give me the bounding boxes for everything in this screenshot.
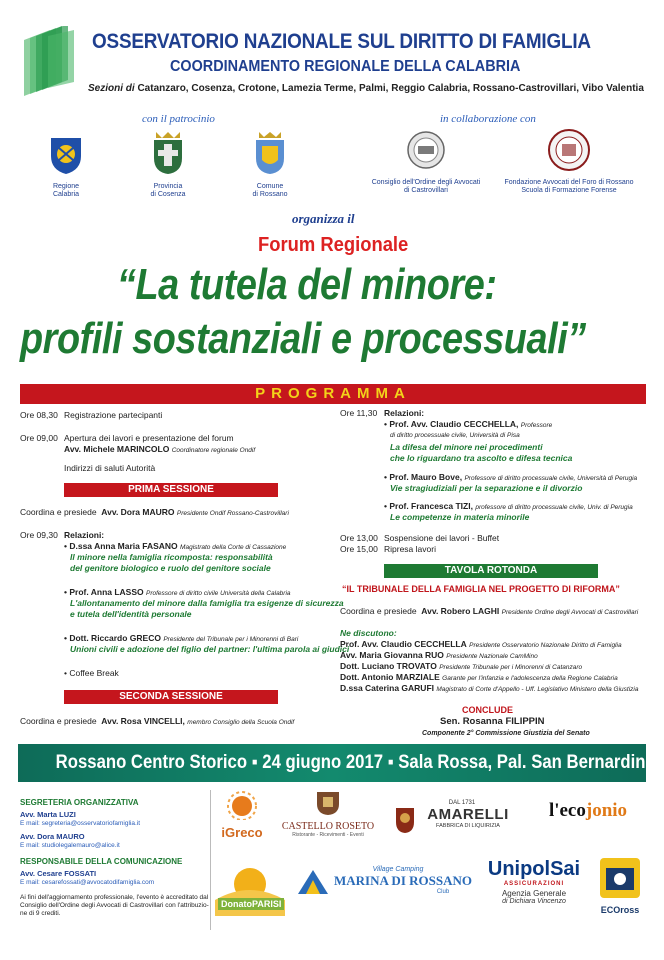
unipol-sub: ASSICURAZIONI: [503, 881, 565, 887]
marina-pre: Village Camping: [372, 866, 424, 873]
fasano-topic-1: Il minore nella famiglia ricomposta: responsabilità: [70, 552, 273, 562]
right-coord-label: Coordina e presiede: [340, 606, 417, 616]
segreteria-heading: SEGRETERIA ORGANIZZATIVA: [20, 798, 139, 807]
d3-name: Dott. Luciano TROVATO: [340, 661, 437, 671]
agenzia-sub: di Dichiara Vincenzo: [502, 898, 566, 905]
comune-line1: Comune: [256, 183, 284, 190]
sponsor-igreco: [214, 790, 270, 840]
left-r2-time: Ore 09,00: [20, 433, 58, 443]
org-title: OSSERVATORIO NAZIONALE SUL DIRITTO DI FAMIGLIA: [92, 30, 591, 53]
conclude-label: CONCLUDE: [462, 705, 513, 715]
footer-divider: [210, 790, 211, 930]
right-r1-text: Relazioni:: [384, 408, 425, 418]
d5-name: D.ssa Caterina GARUFI: [340, 683, 434, 693]
regione-line1: Regione: [52, 183, 80, 190]
location-banner: [18, 744, 656, 782]
coord2-name: Avv. Rosa VINCELLI,: [101, 716, 185, 726]
comune-rossano-crest: [246, 130, 294, 199]
tizi-role: professore di diritto processuale civile, Univ. di Perugia: [475, 504, 633, 511]
d5-role: Magistrato di Corte d'Appello - Uff. Legislativo Ministero della Giustizia: [436, 686, 639, 693]
right-r2-text: Sospensione dei lavori - Buffet: [384, 533, 500, 543]
fossati-email[interactable]: E mail: cesarefossati@avvocatodifamiglia.com: [20, 879, 155, 886]
sponsor-amarelli: [392, 800, 520, 829]
coord1-label: Coordina e presiede: [20, 507, 97, 517]
location-text: Rossano Centro Storico ▪ 24 giugno 2017 ▪ Sala Rossa, Pal. San Bernardino: [55, 752, 656, 773]
sponsor-unipolsai: [482, 858, 586, 905]
title-line-2: profili sostanziali e processuali”: [20, 314, 586, 363]
fasano-role: Magistrato della Corte di Cassazione: [180, 544, 287, 551]
discussant-5: [340, 683, 638, 695]
eco-label: l'eco: [548, 800, 586, 821]
agenzia-label: Agenzia Generale: [501, 889, 567, 898]
provincia-line2: di Cosenza: [150, 191, 186, 198]
seconda-sessione-banner: SECONDA SESSIONE: [64, 690, 278, 704]
d4-role: Garante per l'infanzia e l'adolescenza della Regione Calabria: [442, 675, 618, 682]
igreco-sun-icon: [224, 790, 260, 820]
greco-name: • Dott. Riccardo GRECO: [64, 633, 161, 643]
left-r1-time: Ore 08,30: [20, 410, 58, 420]
fondazione-line2: Scuola di Formazione Forense: [521, 187, 617, 194]
comunicazione-heading: RESPONSABILE DELLA COMUNICAZIONE: [20, 857, 183, 866]
donato-label: DonatoPARISI: [218, 898, 284, 910]
tavola-rotonda-banner: TAVOLA ROTONDA: [384, 564, 598, 578]
greco-role: Presidente del Tribunale per i Minorenni di Bari: [163, 636, 299, 643]
fasano-name: • D.ssa Anna Maria FASANO: [64, 541, 178, 551]
sponsor-castello-roseto: [276, 790, 380, 838]
sections-prefix: Sezioni di: [88, 83, 135, 94]
sections-line: [88, 83, 644, 94]
d3-role: Presidente Tribunale per i Minorenni di Catanzaro: [439, 664, 583, 671]
castello-sub: Ristorante - Ricevimenti - Eventi: [292, 832, 364, 838]
organizza-label: organizza il: [292, 211, 355, 226]
marina-sub: Club: [436, 889, 450, 895]
tribunale-title: “IL TRIBUNALE DELLA FAMIGLIA NEL PROGETTO DI RIFORMA”: [342, 584, 620, 594]
ne-discutono: Ne discutono:: [340, 628, 397, 638]
d4-name: Dott. Antonio MARZIALE: [340, 672, 440, 682]
coord2-line: [20, 716, 294, 728]
marincolo-name: Avv. Michele MARINCOLO: [64, 444, 170, 454]
saluti-line: Indirizzi di saluti Autorità: [64, 463, 156, 473]
provincia-cosenza-crest: [144, 130, 192, 199]
comune-line2: di Rossano: [252, 191, 288, 198]
right-r2-time: Ore 13,00: [340, 533, 378, 543]
mauro-email[interactable]: E mail: studiolegalemauro@alice.it: [20, 842, 120, 849]
left-r3-text: Relazioni:: [64, 530, 105, 540]
ecoross-icon: [598, 856, 642, 900]
jonio-label: jonio: [585, 800, 628, 821]
cecchella-role-1: Professore: [520, 422, 553, 429]
prima-sessione-banner: PRIMA SESSIONE: [64, 483, 278, 497]
luzi-email[interactable]: E mail: segreteria@osservatoriofamiglia.it: [20, 820, 141, 827]
marina-tent-icon: [296, 866, 330, 896]
bove-topic-1: Vie stragiudiziali per la separazione e il divorzio: [390, 483, 583, 493]
amarelli-label: AMARELLI: [427, 806, 509, 823]
sponsor-marina-rossano: [296, 866, 480, 895]
provincia-shield-icon: [150, 130, 186, 176]
fondazione-avvocati-crest: [494, 128, 644, 195]
credits-line-3: ne di 9 crediti.: [20, 910, 61, 917]
lasso-topic-2: e tutela dell'identità personale: [70, 609, 192, 619]
left-r2-speaker: [64, 444, 255, 456]
osservatorio-logo: [20, 26, 78, 98]
regione-calabria-crest: [42, 134, 90, 199]
d1-role: Presidente Osservatorio Nazionale Diritto di Famiglia: [469, 642, 622, 649]
regione-line2: Calabria: [52, 191, 80, 198]
cecchella-topic-2: che lo riguardano tra ascolto e difesa tecnica: [390, 453, 573, 463]
coord1-name: Avv. Dora MAURO: [101, 507, 175, 517]
right-r1-time: Ore 11,30: [340, 408, 378, 418]
regione-shield-icon: [49, 134, 83, 176]
marina-label: MARINA DI ROSSANO: [334, 873, 472, 888]
tizi-topic-1: Le competenze in materia minorile: [390, 512, 530, 522]
luzi-name: Avv. Marta LUZI: [20, 810, 76, 819]
castello-label: CASTELLO ROSETO: [281, 821, 375, 832]
title-line-1: “La tutela del minore:: [117, 260, 497, 309]
amarelli-sub: FABBRICA DI LIQUIRIZIA: [436, 823, 500, 829]
tizi-name: • Prof. Francesca TIZI,: [384, 501, 473, 511]
right-r3-time: Ore 15,00: [340, 544, 378, 554]
ordine-seal-icon: [406, 128, 446, 172]
credits-line-1: Ai fini dell'aggiornamento professionale, l'evento è accreditato dal: [20, 894, 209, 901]
programma-label: PROGRAMMA: [255, 385, 411, 402]
programma-banner: [20, 384, 646, 404]
sponsor-eco-jonio: [530, 800, 646, 822]
lasso-name: • Prof. Anna LASSO: [64, 587, 144, 597]
unipol-label: UnipolSai: [487, 858, 581, 880]
fasano-topic-2: del genitore biologico e ruolo del genitore sociale: [70, 563, 271, 573]
provincia-line1: Provincia: [153, 183, 183, 190]
sections-list: Catanzaro, Cosenza, Crotone, Lamezia Terme, Palmi, Reggio Calabria, Rossano-Castrovillari, Vibo Valentia: [137, 83, 644, 94]
cecchella-name: • Prof. Avv. Claudio CECCHELLA,: [384, 419, 519, 429]
ordine-line2: di Castrovillari: [404, 187, 448, 194]
greco-topic-1: Unioni civili e adozione del figlio del partner: l'ultima parola ai giudici: [70, 644, 350, 654]
comune-shield-icon: [253, 130, 287, 176]
org-subtitle: COORDINAMENTO REGIONALE DELLA CALABRIA: [170, 58, 521, 75]
right-r3-text: Ripresa lavori: [384, 544, 436, 554]
coord2-role: membro Consiglio della Scuola Ondif: [187, 719, 295, 726]
amarelli-crest-icon: [394, 804, 416, 839]
left-r2-text: Apertura dei lavori e presentazione del forum: [64, 433, 234, 443]
bove-role: Professore di diritto processuale civile, Università di Perugia: [464, 475, 638, 482]
igreco-label: iGreco: [221, 825, 263, 840]
filippin-name: Sen. Rosanna FILIPPIN: [440, 716, 545, 727]
filippin-role: Componente 2° Commissione Giustizia del Senato: [422, 730, 590, 737]
sponsor-donato-parisi: [214, 860, 286, 921]
lasso-role: Professore di diritto civile Università della Calabria: [146, 590, 291, 597]
forum-label: Forum Regionale: [258, 234, 409, 256]
d1-name: Prof. Avv. Claudio CECCHELLA: [340, 639, 467, 649]
right-coord-line: [340, 606, 638, 618]
coord2-label: Coordina e presiede: [20, 716, 97, 726]
cecchella-role-2: di diritto processuale civile, Università di Pisa: [390, 432, 520, 439]
d2-role: Presidente Nazionale CamMino: [446, 653, 538, 660]
coffee-break: • Coffee Break: [64, 668, 119, 678]
patronage-label: con il patrocinio: [142, 113, 215, 125]
collaboration-label: in collaborazione con: [440, 113, 536, 125]
coord1-line: [20, 507, 289, 519]
fondazione-seal-icon: [547, 128, 591, 172]
ecoross-label: ECOross: [600, 905, 640, 915]
left-r1-text: Registrazione partecipanti: [64, 410, 163, 420]
mauro-name: Avv. Dora MAURO: [20, 832, 85, 841]
fossati-name: Avv. Cesare FOSSATI: [20, 869, 97, 878]
left-r3-time: Ore 09,30: [20, 530, 58, 540]
cecchella-topic-1: La difesa del minore nei procedimenti: [390, 442, 543, 452]
sponsor-ecoross: [594, 856, 646, 915]
lasso-topic-1: L'allontanamento del minore dalla famiglia tra esigenze di sicurezza: [70, 598, 344, 608]
bove-name: • Prof. Mauro Bove,: [384, 472, 463, 482]
credits-line-2: Consiglio dell'Ordine degli Avvocati di Castrovillari con l'attribuzio-: [20, 902, 209, 909]
d2-name: Avv. Maria Giovanna RUO: [340, 650, 444, 660]
castello-crest-icon: [315, 790, 341, 816]
amarelli-year: DAL 1731: [448, 800, 476, 806]
coord1-role: Presidente Ondif Rossano-Castrovillari: [176, 510, 289, 517]
fondazione-line1: Fondazione Avvocati del Foro di Rossano: [504, 179, 634, 186]
ordine-avvocati-crest: [356, 128, 496, 195]
marincolo-role: Coordinatore regionale Ondif: [171, 447, 256, 454]
laghi-name: Avv. Robero LAGHI: [421, 606, 500, 616]
ordine-line1: Consiglio dell'Ordine degli Avvocati: [371, 179, 481, 186]
laghi-role: Presidente Ordine degli Avvocati di Castrovillari: [501, 609, 639, 616]
